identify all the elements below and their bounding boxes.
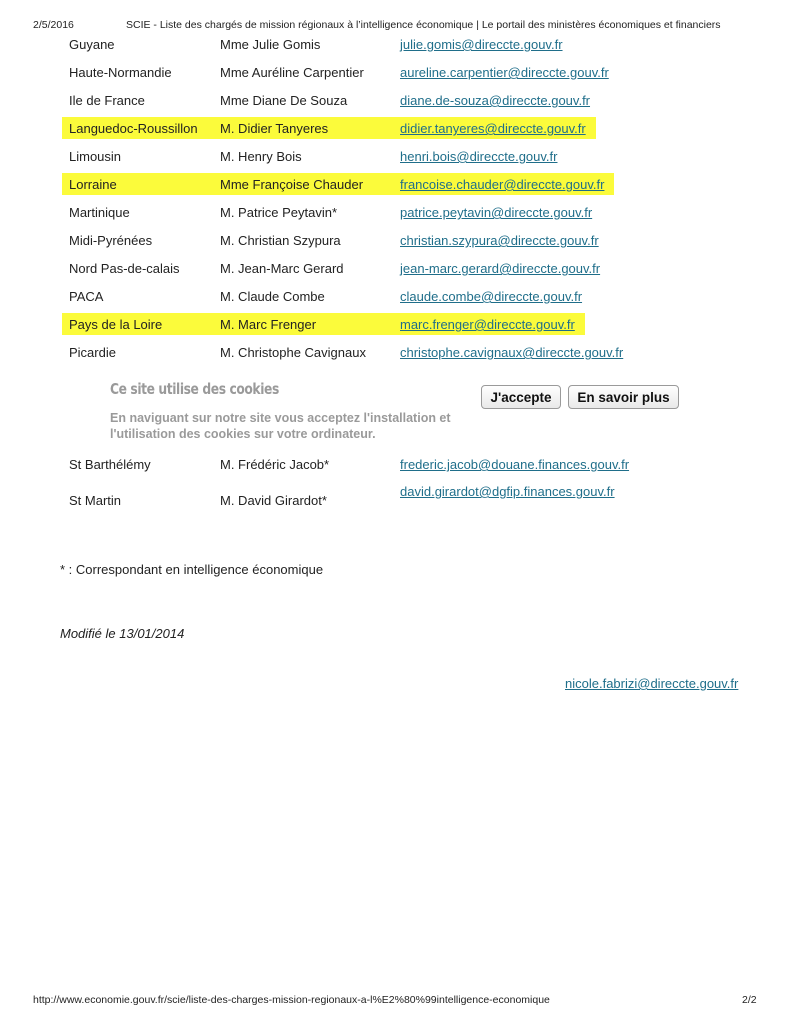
page-title: SCIE - Liste des chargés de mission régionaux à l’intelligence économique | Le portail des ministères économiques et financiers xyxy=(126,19,721,31)
email-link[interactable]: francoise.chauder@direccte.gouv.fr xyxy=(400,177,605,192)
table-row xyxy=(0,61,791,83)
person-name: Mme Diane De Souza xyxy=(220,93,348,108)
email-link[interactable]: david.girardot@dgfip.finances.gouv.fr xyxy=(400,484,615,499)
region-name: Picardie xyxy=(69,345,116,360)
cookie-banner-title: Ce site utilise des cookies xyxy=(110,380,279,398)
email-link[interactable]: didier.tanyeres@direccte.gouv.fr xyxy=(400,121,586,136)
table-row xyxy=(0,33,791,55)
table-row xyxy=(0,257,791,279)
table-row xyxy=(0,117,791,139)
cookie-banner-text: En naviguant sur notre site vous acceptez l'installation et l'utilisation des cookies sur votre ordinateur. xyxy=(110,411,451,441)
email-link[interactable]: aureline.carpentier@direccte.gouv.fr xyxy=(400,65,609,80)
region-name: St Martin xyxy=(69,493,122,508)
region-name: Martinique xyxy=(69,205,130,220)
person-name: M. Frédéric Jacob* xyxy=(220,457,330,472)
region-name: PACA xyxy=(69,289,104,304)
region-name: St Barthélémy xyxy=(69,457,151,472)
cookie-banner xyxy=(110,377,690,447)
table-row xyxy=(0,285,791,307)
email-link[interactable]: julie.gomis@direccte.gouv.fr xyxy=(400,37,563,52)
email-link[interactable]: diane.de-souza@direccte.gouv.fr xyxy=(400,93,591,108)
person-name: M. Didier Tanyeres xyxy=(220,121,329,136)
person-name: Mme Julie Gomis xyxy=(220,37,321,52)
page-url: http://www.economie.gouv.fr/scie/liste-des-charges-mission-regionaux-a-l%E2%80%99intelligence-economique xyxy=(33,994,550,1006)
print-date: 2/5/2016 xyxy=(33,19,74,31)
email-link[interactable]: claude.combe@direccte.gouv.fr xyxy=(400,289,583,304)
region-name: Lorraine xyxy=(69,177,117,192)
region-name: Haute-Normandie xyxy=(69,65,172,80)
person-name: Mme Auréline Carpentier xyxy=(220,65,364,80)
person-name: M. Jean-Marc Gerard xyxy=(220,261,344,276)
region-name: Languedoc-Roussillon xyxy=(69,121,198,136)
person-name: Mme Françoise Chauder xyxy=(220,177,364,192)
region-name: Guyane xyxy=(69,37,115,52)
table-row xyxy=(0,145,791,167)
email-link[interactable]: henri.bois@direccte.gouv.fr xyxy=(400,149,558,164)
person-name: M. Claude Combe xyxy=(220,289,325,304)
table-row xyxy=(0,341,791,363)
person-name: M. Patrice Peytavin* xyxy=(220,205,338,220)
person-name: M. David Girardot* xyxy=(220,493,327,508)
table-row xyxy=(0,229,791,251)
person-name: M. Henry Bois xyxy=(220,149,302,164)
email-link[interactable]: frederic.jacob@douane.finances.gouv.fr xyxy=(400,457,630,472)
region-name: Nord Pas-de-calais xyxy=(69,261,180,276)
region-name: Limousin xyxy=(69,149,122,164)
print-footer xyxy=(0,990,791,1010)
page-number: 2/2 xyxy=(742,994,757,1006)
print-header xyxy=(0,0,791,30)
table-row xyxy=(0,313,791,335)
table-row xyxy=(0,484,791,510)
table-row xyxy=(0,89,791,111)
email-link[interactable]: jean-marc.gerard@direccte.gouv.fr xyxy=(400,261,601,276)
person-name: M. Christophe Cavignaux xyxy=(220,345,366,360)
contact-email-link[interactable]: nicole.fabrizi@direccte.gouv.fr xyxy=(565,676,739,691)
email-link[interactable]: marc.frenger@direccte.gouv.fr xyxy=(400,317,575,332)
learn-more-button[interactable]: En savoir plus xyxy=(568,385,679,409)
person-name: M. Christian Szypura xyxy=(220,233,341,248)
table-row xyxy=(0,173,791,195)
email-link[interactable]: patrice.peytavin@direccte.gouv.fr xyxy=(400,205,593,220)
email-link[interactable]: christian.szypura@direccte.gouv.fr xyxy=(400,233,599,248)
person-name: M. Marc Frenger xyxy=(220,317,317,332)
table-row xyxy=(0,201,791,223)
table-row xyxy=(0,453,791,475)
region-name: Pays de la Loire xyxy=(69,317,163,332)
region-name: Midi-Pyrénées xyxy=(69,233,153,248)
region-name: Ile de France xyxy=(69,93,145,108)
email-link[interactable]: christophe.cavignaux@direccte.gouv.fr xyxy=(400,345,624,360)
accept-cookies-button[interactable]: J'accepte xyxy=(481,385,561,409)
modified-date: Modifié le 13/01/2014 xyxy=(60,626,185,641)
footnote: * : Correspondant en intelligence économique xyxy=(60,562,324,577)
